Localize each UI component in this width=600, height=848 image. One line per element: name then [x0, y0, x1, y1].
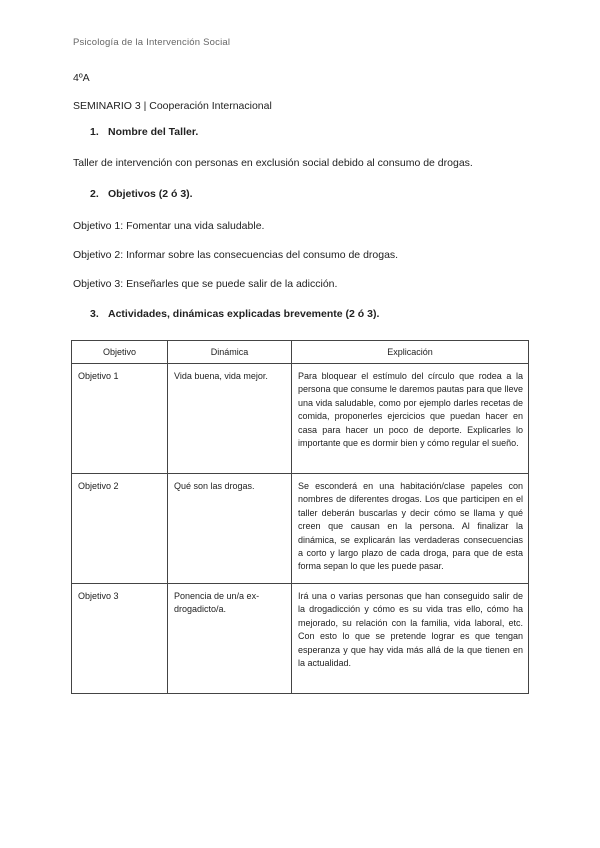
- section-heading-2: [90, 188, 193, 200]
- cell-objetivo: Objetivo 3: [72, 584, 168, 694]
- seminar-title: SEMINARIO 3 | Cooperación Internacional: [73, 100, 272, 112]
- running-header: Psicología de la Intervención Social: [73, 37, 231, 48]
- section-number: 1.: [90, 126, 99, 138]
- cell-dinamica: Ponencia de un/a ex- drogadicto/a.: [168, 584, 292, 694]
- table-header-row: [72, 341, 529, 364]
- section-title: Nombre del Taller.: [108, 126, 199, 138]
- group-label: 4ºA: [73, 72, 90, 84]
- section-heading-1: [90, 126, 198, 138]
- section-title: Actividades, dinámicas explicadas brevemente (2 ó 3).: [108, 308, 380, 320]
- table-row: [72, 364, 529, 474]
- objective-line-2: Objetivo 2: Informar sobre las consecuencias del consumo de drogas.: [73, 249, 399, 261]
- section-title: Objetivos (2 ó 3).: [108, 188, 193, 200]
- cell-explicacion: Se esconderá en una habitación/clase papeles con nombres de diferentes drogas. Los que participen en el taller deberán buscarlas y decir cómo se llama y qué creen que causan en la persona. Al finalizar la dinámica, se explicarán las verdaderas consecuencias a corto y largo plazo de cada droga, para que de esta forma sepan lo que les puede pasar.: [292, 474, 529, 584]
- cell-explicacion: Para bloquear el estímulo del círculo que rodea a la persona que consume le daremos pautas para que lleve una vida saludable, como por ejemplo darles recetas de comida, proponerles ejercicios que puedan hacer en casa para hacer un poco de deporte. Explicarles lo importante que es dormir bien y cómo regular el sueño.: [292, 364, 529, 474]
- section-heading-3: [90, 308, 379, 320]
- cell-dinamica: Vida buena, vida mejor.: [168, 364, 292, 474]
- table-row: [72, 474, 529, 584]
- cell-objetivo: Objetivo 1: [72, 364, 168, 474]
- column-header-objetivo: Objetivo: [72, 341, 168, 364]
- cell-objetivo: Objetivo 2: [72, 474, 168, 584]
- objective-line-3: Objetivo 3: Enseñarles que se puede salir de la adicción.: [73, 278, 338, 290]
- section-number: 2.: [90, 188, 99, 200]
- cell-explicacion: Irá una o varias personas que han conseguido salir de la drogadicción y cómo es su vida tras ello, cómo ha mejorado, su relación con la familia, vida laboral, etc. Con esto lo que se pretende lograr es que tengan esperanza y que hay vida más allá de la que tienen en la actualidad.: [292, 584, 529, 694]
- column-header-dinamica: Dinámica: [168, 341, 292, 364]
- cell-dinamica: Qué son las drogas.: [168, 474, 292, 584]
- section-number: 3.: [90, 308, 99, 320]
- column-header-explicacion: Explicación: [292, 341, 529, 364]
- objective-line-1: Objetivo 1: Fomentar una vida saludable.: [73, 220, 265, 232]
- table-row: [72, 584, 529, 694]
- workshop-name: Taller de intervención con personas en exclusión social debido al consumo de drogas.: [73, 157, 473, 169]
- activities-table: [71, 340, 529, 694]
